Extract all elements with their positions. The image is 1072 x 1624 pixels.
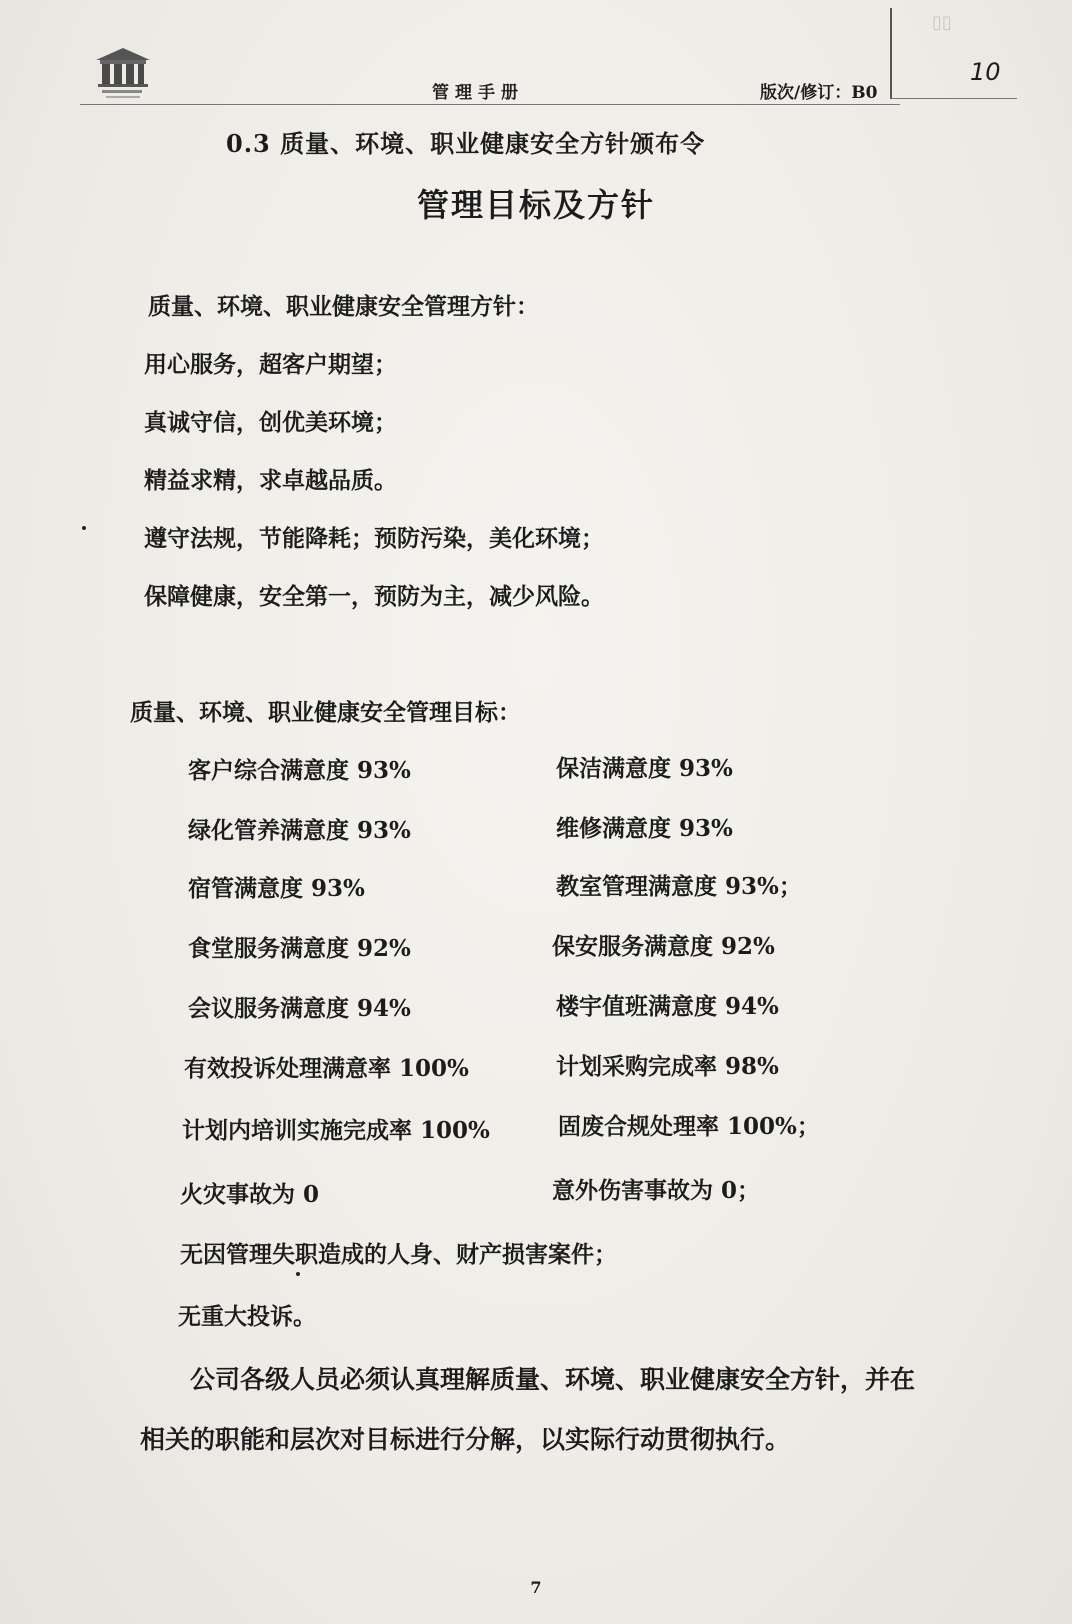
closing-paragraph-line: 相关的职能和层次对目标进行分解，以实际行动贯彻执行。 xyxy=(140,1425,791,1454)
objective-item: 食堂服务满意度 92% xyxy=(188,935,411,962)
objective-item: 无重大投诉。 xyxy=(178,1303,316,1330)
objective-item: 计划采购完成率 98% xyxy=(556,1053,779,1080)
objective-item: 客户综合满意度 93% xyxy=(188,757,411,784)
header-divider xyxy=(80,104,900,105)
objective-item: 教室管理满意度 93%； xyxy=(556,873,802,900)
policy-item: 真诚守信，创优美环境； xyxy=(144,409,397,436)
handwritten-number: 10 xyxy=(970,58,1001,86)
objective-item: 保洁满意度 93% xyxy=(556,755,733,782)
company-logo-icon xyxy=(92,44,154,100)
objective-item: 保安服务满意度 92% xyxy=(552,933,775,960)
page-title: 管理目标及方针 xyxy=(416,186,655,224)
policy-item: 用心服务，超客户期望； xyxy=(144,351,397,378)
header-version: 版次/修订：B0 xyxy=(760,83,878,103)
header-title: 管理手册 xyxy=(432,83,524,103)
policy-item: 遵守法规，节能降耗；预防污染，美化环境； xyxy=(144,525,604,552)
objective-item: 维修满意度 93% xyxy=(556,815,733,842)
objective-item: 楼宇值班满意度 94% xyxy=(556,993,779,1020)
scan-speck xyxy=(296,1272,300,1276)
objective-item: 火灾事故为 0 xyxy=(180,1181,320,1208)
closing-paragraph-line: 公司各级人员必须认真理解质量、环境、职业健康安全方针，并在 xyxy=(190,1365,916,1394)
objective-item: 会议服务满意度 94% xyxy=(188,995,411,1022)
policy-heading: 质量、环境、职业健康安全管理方针： xyxy=(148,293,539,320)
objective-item: 无因管理失职造成的人身、财产损害案件； xyxy=(180,1241,617,1268)
objectives-heading: 质量、环境、职业健康安全管理目标： xyxy=(130,699,521,726)
page-number: 7 xyxy=(530,1578,542,1597)
objective-item: 固废合规处理率 100%； xyxy=(558,1113,820,1140)
faint-stamp-mark: ▯▯ xyxy=(932,12,952,33)
scan-speck xyxy=(82,526,86,530)
section-heading: 0.3 质量、环境、职业健康安全方针颁布令 xyxy=(226,129,706,158)
objective-item: 宿管满意度 93% xyxy=(188,875,365,902)
policy-item: 保障健康，安全第一，预防为主，减少风险。 xyxy=(144,583,604,610)
objective-item: 意外伤害事故为 0； xyxy=(552,1177,761,1204)
objective-item: 计划内培训实施完成率 100% xyxy=(182,1117,490,1144)
objective-item: 有效投诉处理满意率 100% xyxy=(184,1055,469,1082)
policy-item: 精益求精，求卓越品质。 xyxy=(144,467,397,494)
objective-item: 绿化管养满意度 93% xyxy=(188,817,411,844)
